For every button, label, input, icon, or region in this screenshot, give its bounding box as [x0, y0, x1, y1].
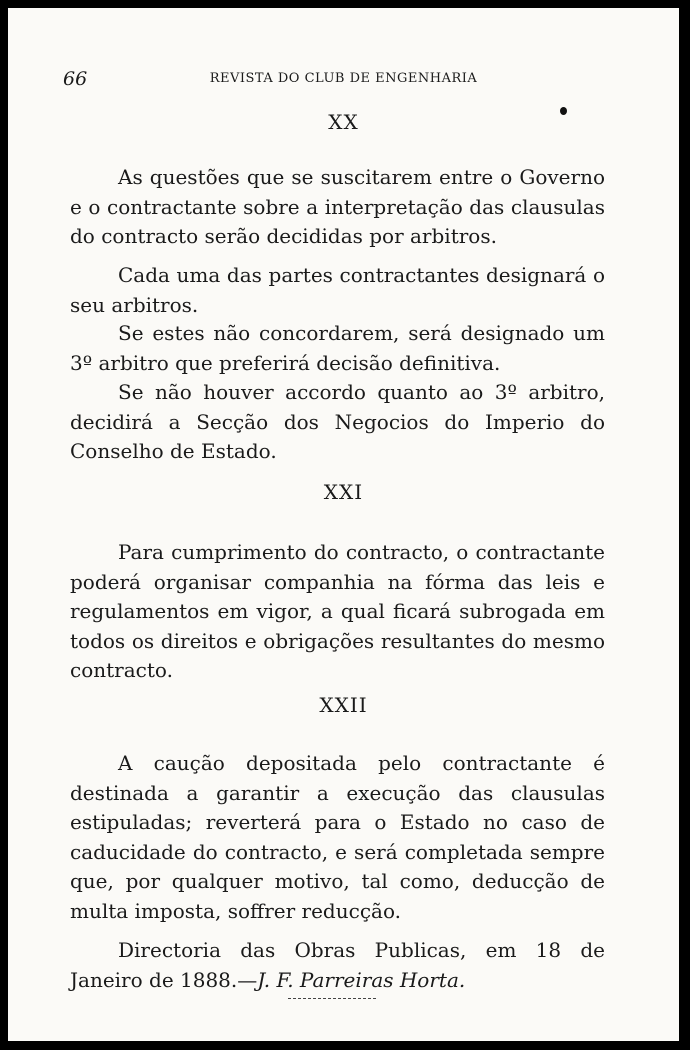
section-heading-xxi: XXI	[323, 480, 364, 504]
section-heading-xxii: XXII	[319, 693, 368, 717]
section-heading-xx: XX	[328, 110, 359, 134]
document-page	[8, 8, 679, 1041]
paragraph: A caução depositada pelo contractante é destinada a garantir a execução das clausulas estipuladas; reverterá para o Estado no caso de caducidade do contracto, e será completada sempre que, por qualquer motivo, tal como, deducção de multa imposta, soffrer reducção.	[70, 751, 605, 923]
running-title: REVISTA DO CLUB DE ENGENHARIA	[209, 71, 478, 86]
closing-paragraph	[70, 936, 605, 995]
paragraph: Para cumprimento do contracto, o contractante poderá organisar companhia na fórma das leis e regulamentos em vigor, a qual ficará subrogada em todos os direitos e obrigações resultantes do mesmo contracto.	[70, 540, 605, 683]
paragraph: Se não houver accordo quanto ao 3º arbitro, decidirá a Secção dos Negocios do Imperio do Conselho de Estado.	[70, 380, 605, 464]
paragraph: Se estes não concordarem, será designado um 3º arbitro que preferirá decisão definitiva.	[70, 321, 605, 375]
paragraph: Cada uma das partes contractantes designará o seu arbitros.	[70, 263, 605, 317]
page-number: 66	[63, 68, 88, 90]
signature: J. F. Parreiras Horta.	[257, 967, 466, 992]
paragraph: As questões que se suscitarem entre o Governo e o contractante sobre a interpretação das clausulas do contracto serão decididas por arbitros.	[70, 165, 605, 249]
page-header	[8, 66, 679, 90]
closing-rule	[288, 998, 376, 1000]
closing-text: Directoria das Obras Publicas, em 18 de Janeiro de 1888.—	[70, 938, 605, 992]
